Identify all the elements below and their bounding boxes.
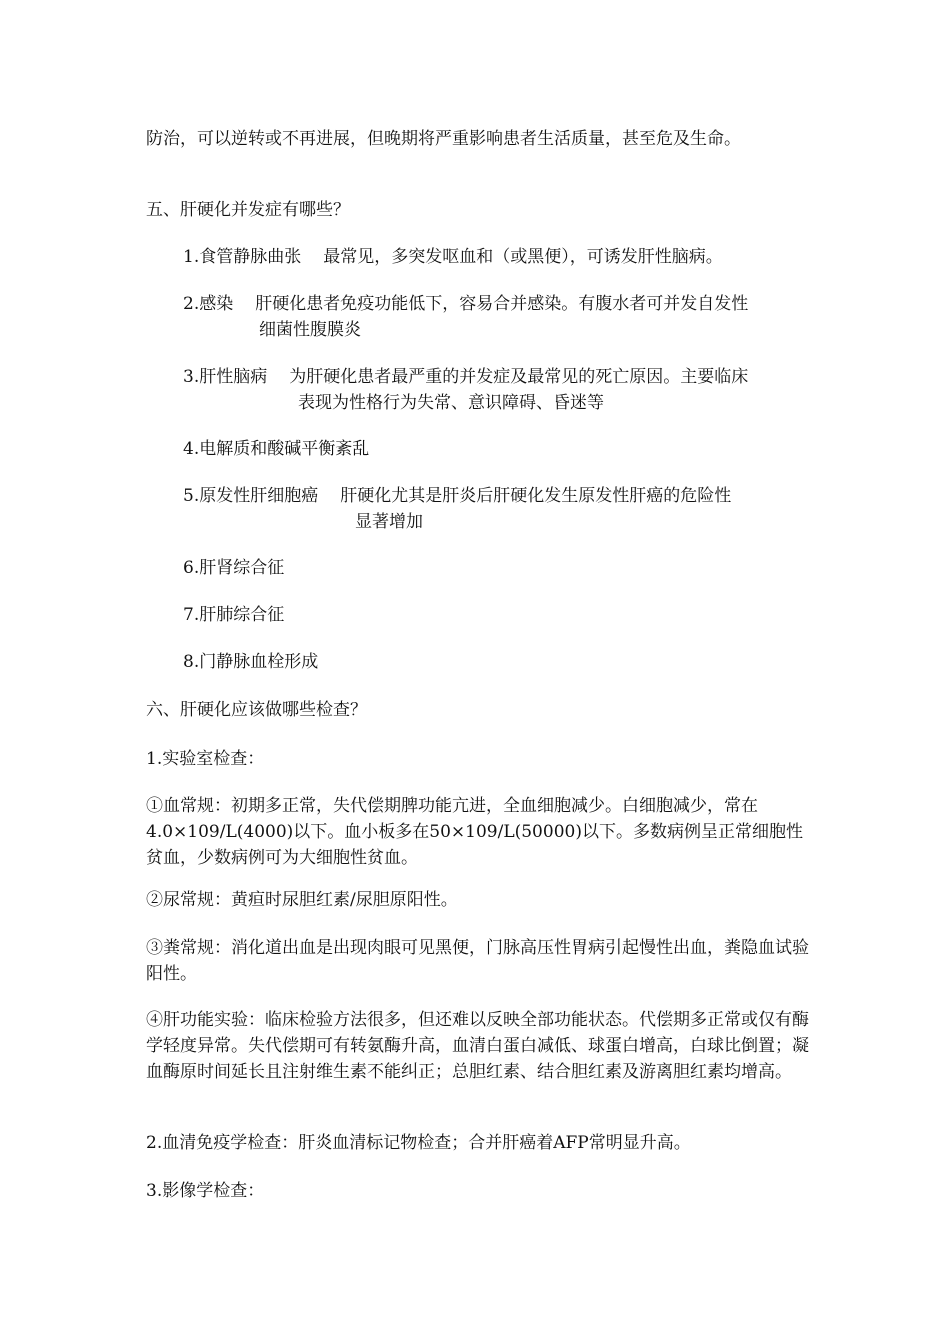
item-term: 原发性肝细胞癌: [199, 486, 319, 506]
item-description-continued: 细菌性腹膜炎: [259, 320, 361, 340]
item-number: 5.: [183, 486, 200, 506]
complication-item-5: [183, 483, 813, 535]
item-number: 2.: [183, 294, 200, 314]
item-description-continued: 显著增加: [355, 512, 423, 532]
imaging-heading: 3.影像学检查：: [146, 1181, 265, 1201]
complication-item-3: [183, 364, 813, 416]
serum-immunology-paragraph: 2.血清免疫学检查：肝炎血清标记物检查；合并肝癌着AFP常明显升高。: [146, 1133, 691, 1153]
item-description: 为肝硬化患者最严重的并发症及最常见的死亡原因。主要临床: [289, 367, 749, 387]
item-term: 感染: [199, 294, 234, 314]
stool-routine-paragraph: ③粪常规：消化道出血是出现肉眼可见黑便，门脉高压性胃病引起慢性出血，粪隐血试验阳性。: [146, 938, 809, 984]
complication-item-7: [183, 602, 813, 628]
item-number: 8.: [183, 652, 200, 672]
blood-routine-paragraph: ①血常规：初期多正常，失代偿期脾功能亢进，全血细胞减少。白细胞减少，常在4.0×109/L(4000)以下。血小板多在50×109/L(50000)以下。多数病例呈正常细胞性贫血，少数病例可为大细胞性贫血。: [146, 796, 803, 868]
item-number: 3.: [183, 367, 200, 387]
item-number: 4.: [183, 439, 200, 459]
complication-item-6: [183, 555, 813, 581]
section6-heading: 六、肝硬化应该做哪些检查？: [146, 700, 367, 720]
item-term: 肝性脑病: [199, 367, 268, 387]
item-description: 最常见，多突发呕血和（或黑便），可诱发肝性脑病。: [323, 247, 723, 267]
item-number: 6.: [183, 558, 200, 578]
item-number: 1.: [183, 247, 200, 267]
item-term: 肝肺综合征: [199, 605, 285, 625]
item-term: 肝肾综合征: [199, 558, 285, 578]
item-term: 电解质和酸碱平衡紊乱: [199, 439, 370, 459]
item-description: 肝硬化患者免疫功能低下，容易合并感染。有腹水者可并发自发性: [255, 294, 749, 314]
intro-paragraph: 防治，可以逆转或不再进展，但晚期将严重影响患者生活质量，甚至危及生命。: [146, 129, 741, 149]
item-number: 7.: [183, 605, 200, 625]
item-term: 门静脉血栓形成: [199, 652, 319, 672]
complication-item-8: [183, 649, 813, 675]
liver-function-paragraph: ④肝功能实验：临床检验方法很多，但还难以反映全部功能状态。代偿期多正常或仅有酶学轻度异常。失代偿期可有转氨酶升高，血清白蛋白减低、球蛋白增高，白球比倒置；凝血酶原时间延长且注射维生素不能纠正；总胆红素、结合胆红素及游离胆红素均增高。: [146, 1010, 809, 1082]
item-description-continued: 表现为性格行为失常、意识障碍、昏迷等: [298, 393, 604, 413]
complication-item-4: [183, 436, 813, 462]
lab-tests-heading: 1.实验室检查：: [146, 749, 265, 769]
item-description: 肝硬化尤其是肝炎后肝硬化发生原发性肝癌的危险性: [340, 486, 732, 506]
urine-routine-paragraph: ②尿常规：黄疸时尿胆红素/尿胆原阳性。: [146, 890, 458, 910]
section5-heading: 五、肝硬化并发症有哪些？: [146, 200, 350, 220]
complication-item-1: [183, 244, 813, 270]
item-term: 食管静脉曲张: [199, 247, 302, 267]
complication-item-2: [183, 291, 813, 343]
